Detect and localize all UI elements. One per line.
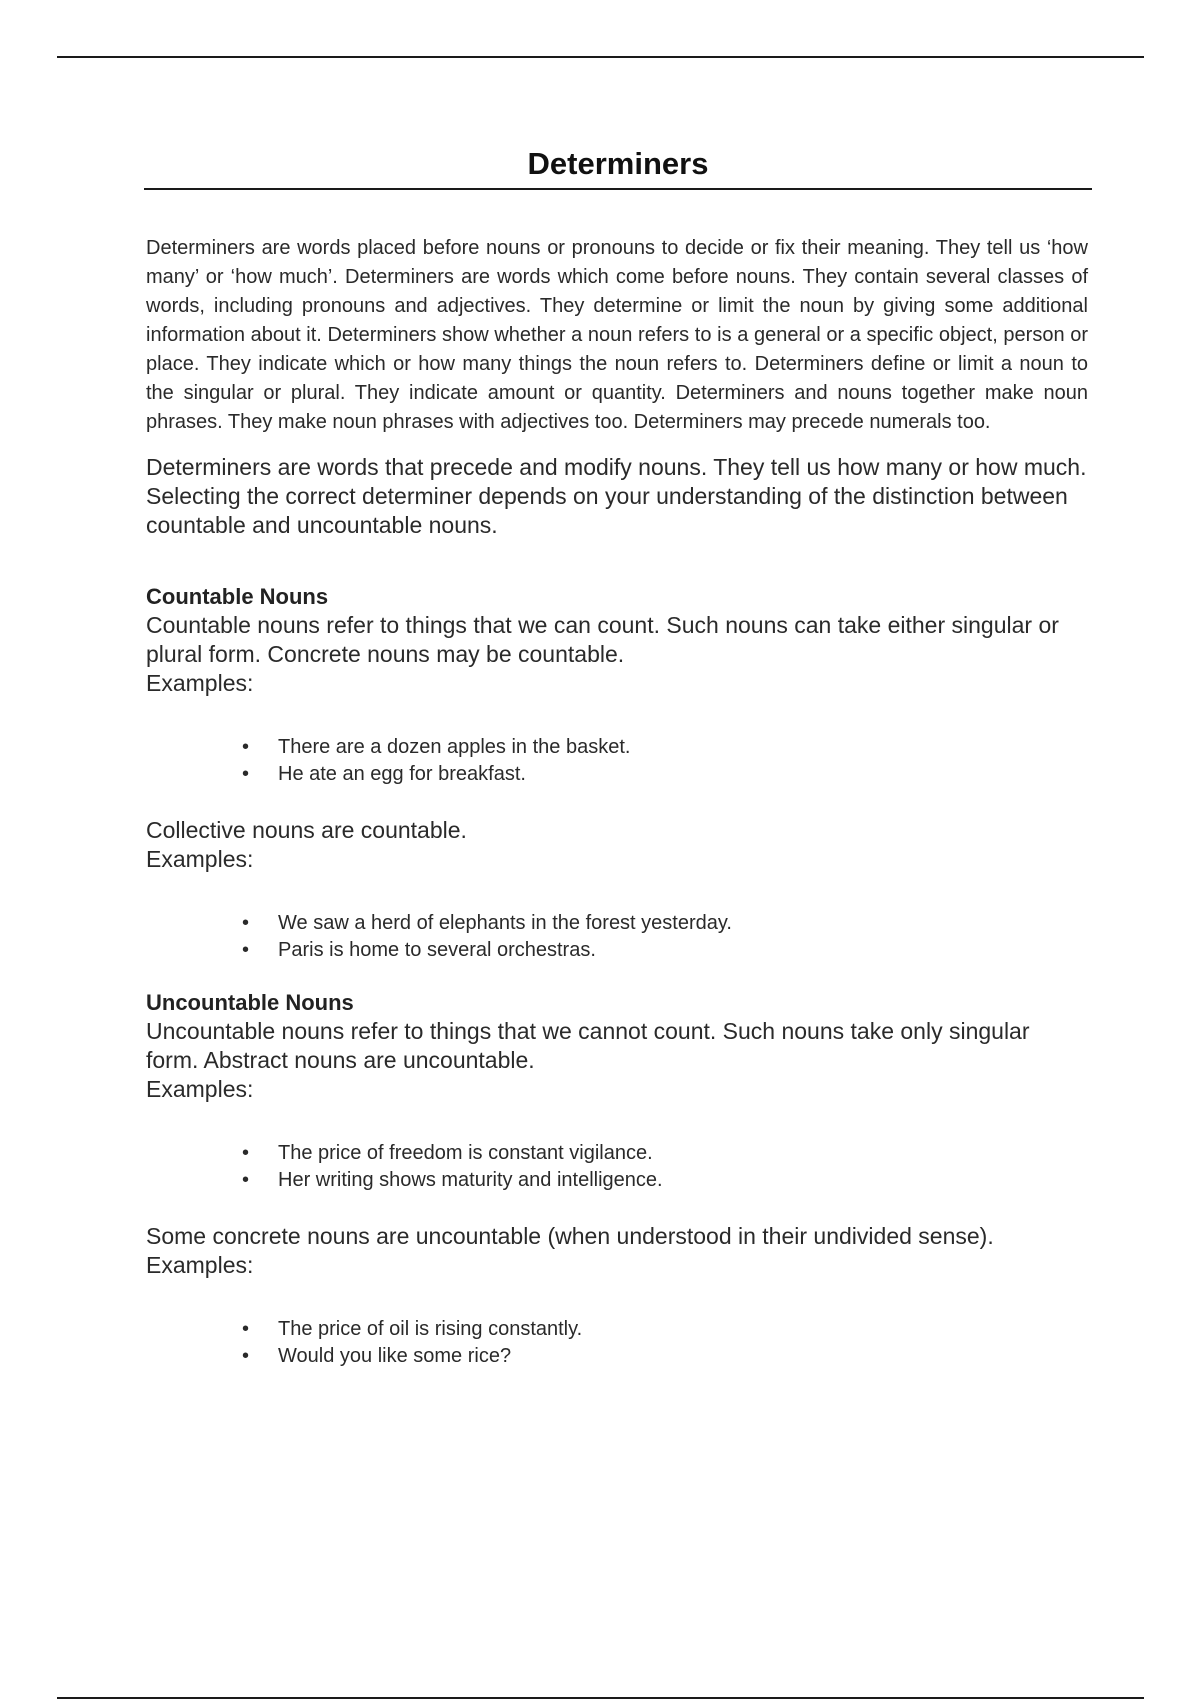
uncountable-examples-list bbox=[146, 1140, 1088, 1194]
concrete-examples-list bbox=[146, 1316, 1088, 1370]
uncountable-heading: Uncountable Nouns bbox=[146, 990, 354, 1015]
list-item: • There are a dozen apples in the basket. bbox=[278, 734, 1088, 761]
collective-text: Collective nouns are countable. bbox=[146, 817, 467, 843]
bullet-icon: • bbox=[242, 1345, 250, 1367]
uncountable-examples-label: Examples: bbox=[146, 1076, 254, 1102]
countable-heading: Countable Nouns bbox=[146, 584, 329, 609]
intro-paragraph-1: Determiners are words placed before nouns or pronouns to decide or fix their meaning. They tell us ‘how many’ or ‘how much’. Determiners are words which come before nouns. They contain several classes of words, including pronouns and adjectives. They determine or limit the noun by giving some additional information about it. Determiners show whether a noun refers to is a general or a specific object, person or place. They indicate which or how many things the noun refers to. Determiners define or limit a noun to the singular or plural. They indicate amount or quantity. Determiners and nouns together make noun phrases. They make noun phrases with adjectives too. Determiners may precede numerals too. bbox=[146, 237, 1088, 433]
bullet-icon: • bbox=[242, 736, 250, 758]
top-rule bbox=[57, 56, 1144, 58]
title-underline bbox=[144, 188, 1092, 190]
list-item: • Her writing shows maturity and intelligence. bbox=[278, 1167, 1088, 1194]
bullet-icon: • bbox=[242, 1142, 250, 1164]
bullet-icon: • bbox=[242, 763, 250, 785]
list-item: • Paris is home to several orchestras. bbox=[278, 937, 1088, 964]
document-body bbox=[146, 234, 1088, 1370]
list-item: • We saw a herd of elephants in the forest yesterday. bbox=[278, 910, 1088, 937]
collective-examples-label: Examples: bbox=[146, 846, 254, 872]
concrete-text: Some concrete nouns are uncountable (when understood in their undivided sense). bbox=[146, 1223, 994, 1249]
bullet-icon: • bbox=[242, 939, 250, 961]
intro-paragraph-2: Determiners are words that precede and modify nouns. They tell us how many or how much. Selecting the correct determiner depends on your understanding of the distinction between countable and uncountable nouns. bbox=[146, 454, 1087, 538]
bullet-icon: • bbox=[242, 912, 250, 934]
countable-text: Countable nouns refer to things that we can count. Such nouns can take either singular or plural form. Concrete nouns may be countable. bbox=[146, 612, 1059, 667]
list-item: • The price of freedom is constant vigilance. bbox=[278, 1140, 1088, 1167]
list-item: • Would you like some rice? bbox=[278, 1343, 1088, 1370]
list-item: • He ate an egg for breakfast. bbox=[278, 761, 1088, 788]
concrete-examples-label: Examples: bbox=[146, 1252, 254, 1278]
collective-examples-list bbox=[146, 910, 1088, 964]
bottom-rule bbox=[57, 1697, 1144, 1699]
page-title: Determiners bbox=[527, 146, 709, 181]
uncountable-text: Uncountable nouns refer to things that we cannot count. Such nouns take only singular form. Abstract nouns are uncountable. bbox=[146, 1018, 1030, 1073]
countable-examples-label: Examples: bbox=[146, 670, 254, 696]
bullet-icon: • bbox=[242, 1318, 250, 1340]
bullet-icon: • bbox=[242, 1169, 250, 1191]
countable-examples-list bbox=[146, 734, 1088, 788]
list-item: • The price of oil is rising constantly. bbox=[278, 1316, 1088, 1343]
